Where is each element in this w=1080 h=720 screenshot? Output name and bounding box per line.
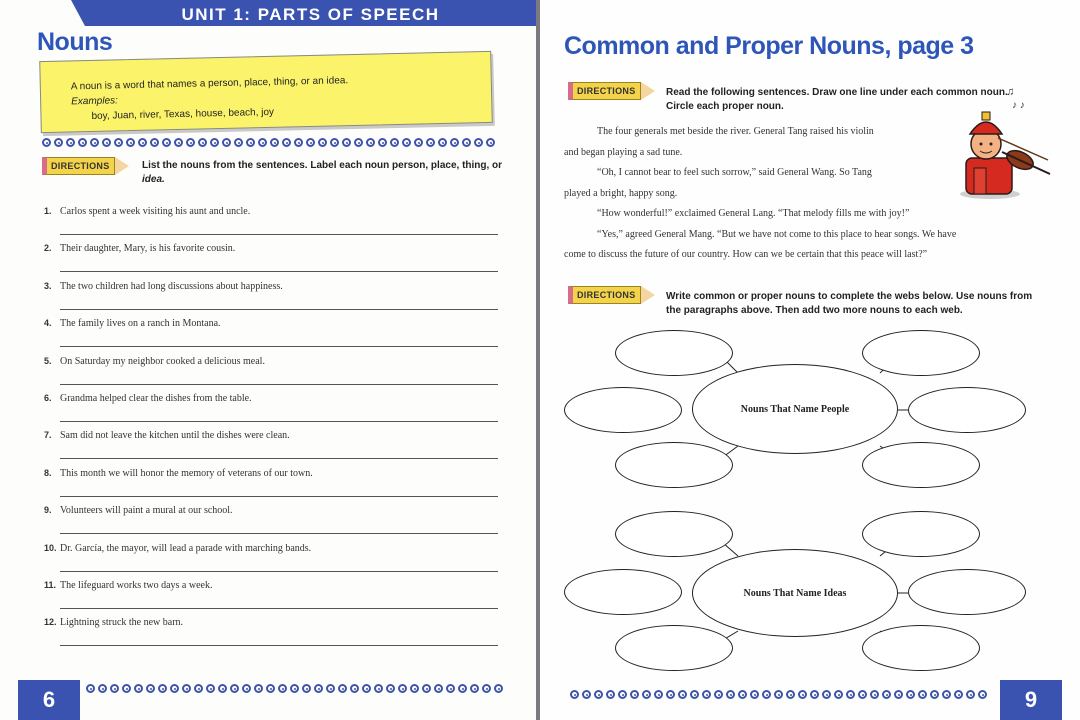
spiral-dot-icon xyxy=(210,138,219,147)
answer-line[interactable] xyxy=(60,645,498,646)
spiral-dot-icon xyxy=(726,690,735,699)
spiral-dot-icon xyxy=(690,690,699,699)
spiral-dot-icon xyxy=(294,138,303,147)
directions-text: Read the following sentences. Draw one line under each common noun. xyxy=(666,87,1008,98)
spiral-dot-icon xyxy=(42,138,51,147)
spiral-dot-icon xyxy=(110,684,119,693)
item-sentence: This month we will honor the memory of veterans of our town. xyxy=(60,467,313,479)
spiral-dot-icon xyxy=(606,690,615,699)
spiral-dot-icon xyxy=(306,138,315,147)
spiral-dot-icon xyxy=(366,138,375,147)
spiral-dot-icon xyxy=(978,690,987,699)
item-number: 4. xyxy=(44,318,52,329)
spiral-dot-icon xyxy=(462,138,471,147)
spiral-dot-icon xyxy=(470,684,479,693)
spiral-dot-icon xyxy=(426,138,435,147)
spiral-dot-icon xyxy=(666,690,675,699)
web-answer-oval[interactable] xyxy=(615,625,733,671)
spiral-dot-icon xyxy=(278,684,287,693)
spiral-dot-icon xyxy=(134,684,143,693)
spiral-dot-icon xyxy=(54,138,63,147)
spiral-dot-icon xyxy=(678,690,687,699)
left-page xyxy=(0,0,536,720)
item-sentence: Their daughter, Mary, is his favorite cousin. xyxy=(60,243,236,255)
spiral-dot-icon xyxy=(170,684,179,693)
directions-text-2: Circle each proper noun. xyxy=(666,101,784,112)
answer-line[interactable] xyxy=(60,421,498,422)
spiral-dot-icon xyxy=(398,684,407,693)
spiral-dot-icon xyxy=(234,138,243,147)
spiral-dot-icon xyxy=(102,138,111,147)
spiral-dot-icon xyxy=(318,138,327,147)
spiral-dot-icon xyxy=(218,684,227,693)
spiral-dot-icon xyxy=(930,690,939,699)
item-sentence: The family lives on a ranch in Montana. xyxy=(60,318,221,330)
answer-line[interactable] xyxy=(60,496,498,497)
spiral-dot-icon xyxy=(798,690,807,699)
item-number: 10. xyxy=(44,542,57,553)
spiral-dot-icon xyxy=(158,684,167,693)
item-number: 2. xyxy=(44,243,52,254)
spiral-dot-icon xyxy=(474,138,483,147)
spiral-dot-icon xyxy=(98,684,107,693)
web-center-ideas: Nouns That Name Ideas xyxy=(692,549,898,637)
spiral-dot-icon xyxy=(894,690,903,699)
spiral-dot-icon xyxy=(786,690,795,699)
spiral-dot-icon xyxy=(738,690,747,699)
answer-line[interactable] xyxy=(60,234,498,235)
spiral-dot-icon xyxy=(750,690,759,699)
web-answer-oval[interactable] xyxy=(615,330,733,376)
story-line: “How wonderful!” exclaimed General Lang. “That melody fills me with joy!” xyxy=(597,208,910,219)
directions-pencil-icon: DIRECTIONS xyxy=(42,157,115,175)
spiral-dot-divider xyxy=(86,684,503,693)
spiral-dot-icon xyxy=(450,138,459,147)
web-answer-oval[interactable] xyxy=(564,387,682,433)
right-page xyxy=(540,0,1080,720)
exercise-item xyxy=(44,543,311,554)
page-number: 6 xyxy=(18,680,80,720)
item-number: 7. xyxy=(44,430,52,441)
spiral-dot-icon xyxy=(342,138,351,147)
story-line: played a bright, happy song. xyxy=(564,187,678,199)
spiral-dot-icon xyxy=(230,684,239,693)
spiral-dot-icon xyxy=(486,138,495,147)
answer-line[interactable] xyxy=(60,309,498,310)
music-note-icon: ♫ xyxy=(1006,86,1015,98)
spiral-dot-icon xyxy=(954,690,963,699)
directions-text: List the nouns from the sentences. Label each noun person, place, thing, or xyxy=(142,160,503,171)
spiral-dot-icon xyxy=(266,684,275,693)
story-line: and began playing a sad tune. xyxy=(564,146,683,158)
spiral-dot-icon xyxy=(338,684,347,693)
spiral-dot-icon xyxy=(242,684,251,693)
spiral-dot-icon xyxy=(146,684,155,693)
spiral-dot-icon xyxy=(162,138,171,147)
spiral-dot-icon xyxy=(206,684,215,693)
spiral-dot-icon xyxy=(834,690,843,699)
exercise-item xyxy=(44,243,235,254)
page-title: Common and Proper Nouns, page 3 xyxy=(564,32,974,60)
spiral-dot-icon xyxy=(438,138,447,147)
spiral-dot-icon xyxy=(330,138,339,147)
story-line: “Yes,” agreed General Mang. “But we have not come to this place to hear songs. We have xyxy=(597,228,957,240)
spiral-dot-icon xyxy=(570,690,579,699)
spiral-dot-icon xyxy=(374,684,383,693)
exercise-item xyxy=(44,206,250,217)
page-number: 9 xyxy=(1000,680,1062,720)
item-sentence: Volunteers will paint a mural at our school. xyxy=(60,505,233,517)
web-center-people: Nouns That Name People xyxy=(692,364,898,454)
item-number: 3. xyxy=(44,280,52,291)
answer-line[interactable] xyxy=(60,571,498,572)
spiral-dot-icon xyxy=(270,138,279,147)
exercise-item xyxy=(44,617,183,628)
spiral-dot-icon xyxy=(122,684,131,693)
item-number: 5. xyxy=(44,355,52,366)
spiral-dot-icon xyxy=(822,690,831,699)
item-sentence: The two children had long discussions about happiness. xyxy=(60,280,283,292)
story-line: The four generals met beside the river. General Tang raised his violin xyxy=(597,126,874,137)
spiral-dot-icon xyxy=(282,138,291,147)
spiral-dot-icon xyxy=(630,690,639,699)
spiral-dot-icon xyxy=(66,138,75,147)
spiral-dot-divider xyxy=(42,138,495,147)
exercise-item xyxy=(44,318,221,329)
spiral-dot-icon xyxy=(810,690,819,699)
item-number: 1. xyxy=(44,206,52,216)
directions-text-2: idea. xyxy=(142,174,165,185)
spiral-dot-icon xyxy=(858,690,867,699)
item-number: 6. xyxy=(44,393,52,403)
exercise-item xyxy=(44,281,283,292)
spiral-dot-icon xyxy=(458,684,467,693)
spiral-dot-icon xyxy=(494,684,503,693)
spiral-dot-icon xyxy=(386,684,395,693)
page-title: Nouns xyxy=(37,28,113,56)
item-sentence: On Saturday my neighbor cooked a delicious meal. xyxy=(60,355,265,367)
web-answer-oval[interactable] xyxy=(615,511,733,557)
exercise-item xyxy=(44,505,233,516)
spiral-dot-icon xyxy=(194,684,203,693)
exercise-item xyxy=(44,468,313,479)
answer-line[interactable] xyxy=(60,533,498,534)
spiral-dot-icon xyxy=(482,684,491,693)
item-sentence: Dr. García, the mayor, will lead a parade with marching bands. xyxy=(60,542,312,554)
exercise-item xyxy=(44,580,212,591)
spiral-dot-icon xyxy=(86,684,95,693)
directions-tag xyxy=(42,157,129,175)
spiral-dot-icon xyxy=(254,684,263,693)
item-number: 8. xyxy=(44,467,52,478)
exercise-item xyxy=(44,393,252,404)
spiral-dot-icon xyxy=(446,684,455,693)
item-number: 12. xyxy=(44,617,57,628)
spiral-dot-icon xyxy=(302,684,311,693)
spiral-dot-icon xyxy=(222,138,231,147)
unit-banner: UNIT 1: PARTS OF SPEECH xyxy=(85,0,536,26)
spiral-dot-icon xyxy=(138,138,147,147)
directions-text-2: the paragraphs above. Then add two more nouns to each web. xyxy=(666,305,963,316)
exercise-item xyxy=(44,356,265,367)
answer-line[interactable] xyxy=(60,458,498,459)
web-answer-oval[interactable] xyxy=(615,442,733,488)
spiral-dot-icon xyxy=(422,684,431,693)
spiral-dot-icon xyxy=(402,138,411,147)
examples-text: boy, Juan, river, Texas, house, beach, joy xyxy=(91,106,275,122)
web-answer-oval[interactable] xyxy=(564,569,682,615)
spiral-dot-divider xyxy=(570,690,987,699)
spiral-dot-icon xyxy=(966,690,975,699)
spiral-dot-icon xyxy=(174,138,183,147)
answer-line[interactable] xyxy=(60,608,498,609)
web-answer-oval[interactable] xyxy=(862,511,980,557)
spiral-dot-icon xyxy=(642,690,651,699)
spiral-dot-icon xyxy=(362,684,371,693)
spiral-dot-icon xyxy=(114,138,123,147)
spiral-dot-icon xyxy=(410,684,419,693)
directions-pencil-icon: DIRECTIONS xyxy=(568,286,641,304)
spiral-dot-icon xyxy=(198,138,207,147)
web-answer-oval[interactable] xyxy=(908,387,1026,433)
spiral-dot-icon xyxy=(414,138,423,147)
directions-pencil-icon: DIRECTIONS xyxy=(568,82,641,100)
spiral-dot-icon xyxy=(258,138,267,147)
spiral-dot-icon xyxy=(78,138,87,147)
music-note-icon: ♪ ♪ xyxy=(1012,100,1025,111)
spiral-dot-icon xyxy=(434,684,443,693)
web-answer-oval[interactable] xyxy=(862,442,980,488)
spiral-dot-icon xyxy=(714,690,723,699)
answer-line[interactable] xyxy=(60,271,498,272)
answer-line[interactable] xyxy=(60,346,498,347)
directions-text: Write common or proper nouns to complete the webs below. Use nouns from xyxy=(666,291,1033,302)
spiral-dot-icon xyxy=(906,690,915,699)
spiral-dot-icon xyxy=(870,690,879,699)
spiral-dot-icon xyxy=(350,684,359,693)
spiral-dot-icon xyxy=(582,690,591,699)
spiral-dot-icon xyxy=(314,684,323,693)
spiral-dot-icon xyxy=(182,684,191,693)
spiral-dot-icon xyxy=(702,690,711,699)
answer-line[interactable] xyxy=(60,384,498,385)
spiral-dot-icon xyxy=(918,690,927,699)
item-sentence: Carlos spent a week visiting his aunt and uncle. xyxy=(60,206,251,217)
story-line: “Oh, I cannot bear to feel such sorrow,” said General Wang. So Tang xyxy=(597,167,872,178)
spiral-dot-icon xyxy=(618,690,627,699)
item-sentence: Lightning struck the new barn. xyxy=(60,617,184,629)
spiral-dot-icon xyxy=(246,138,255,147)
item-sentence: Sam did not leave the kitchen until the dishes were clean. xyxy=(60,430,290,442)
spiral-dot-icon xyxy=(846,690,855,699)
web-answer-oval[interactable] xyxy=(908,569,1026,615)
spiral-dot-icon xyxy=(290,684,299,693)
spiral-dot-icon xyxy=(762,690,771,699)
item-number: 11. xyxy=(44,580,57,590)
web-answer-oval[interactable] xyxy=(862,625,980,671)
spiral-dot-icon xyxy=(882,690,891,699)
spiral-dot-icon xyxy=(326,684,335,693)
definition-text: A noun is a word that names a person, place, thing, or an idea. xyxy=(70,75,349,93)
story-line: come to discuss the future of our country. How can we be certain that this peace will last?” xyxy=(564,249,928,260)
spiral-dot-icon xyxy=(942,690,951,699)
spiral-dot-icon xyxy=(654,690,663,699)
spiral-dot-icon xyxy=(594,690,603,699)
item-sentence: Grandma helped clear the dishes from the table. xyxy=(60,393,252,404)
definition-box xyxy=(39,51,493,133)
spiral-dot-icon xyxy=(150,138,159,147)
spiral-dot-icon xyxy=(354,138,363,147)
spiral-dot-icon xyxy=(126,138,135,147)
examples-label: Examples: xyxy=(71,95,118,108)
item-number: 9. xyxy=(44,505,52,516)
exercise-item xyxy=(44,430,290,441)
spiral-dot-icon xyxy=(186,138,195,147)
spiral-dot-icon xyxy=(390,138,399,147)
web-answer-oval[interactable] xyxy=(862,330,980,376)
spiral-dot-icon xyxy=(90,138,99,147)
item-sentence: The lifeguard works two days a week. xyxy=(60,580,213,591)
spiral-dot-icon xyxy=(774,690,783,699)
spiral-dot-icon xyxy=(378,138,387,147)
